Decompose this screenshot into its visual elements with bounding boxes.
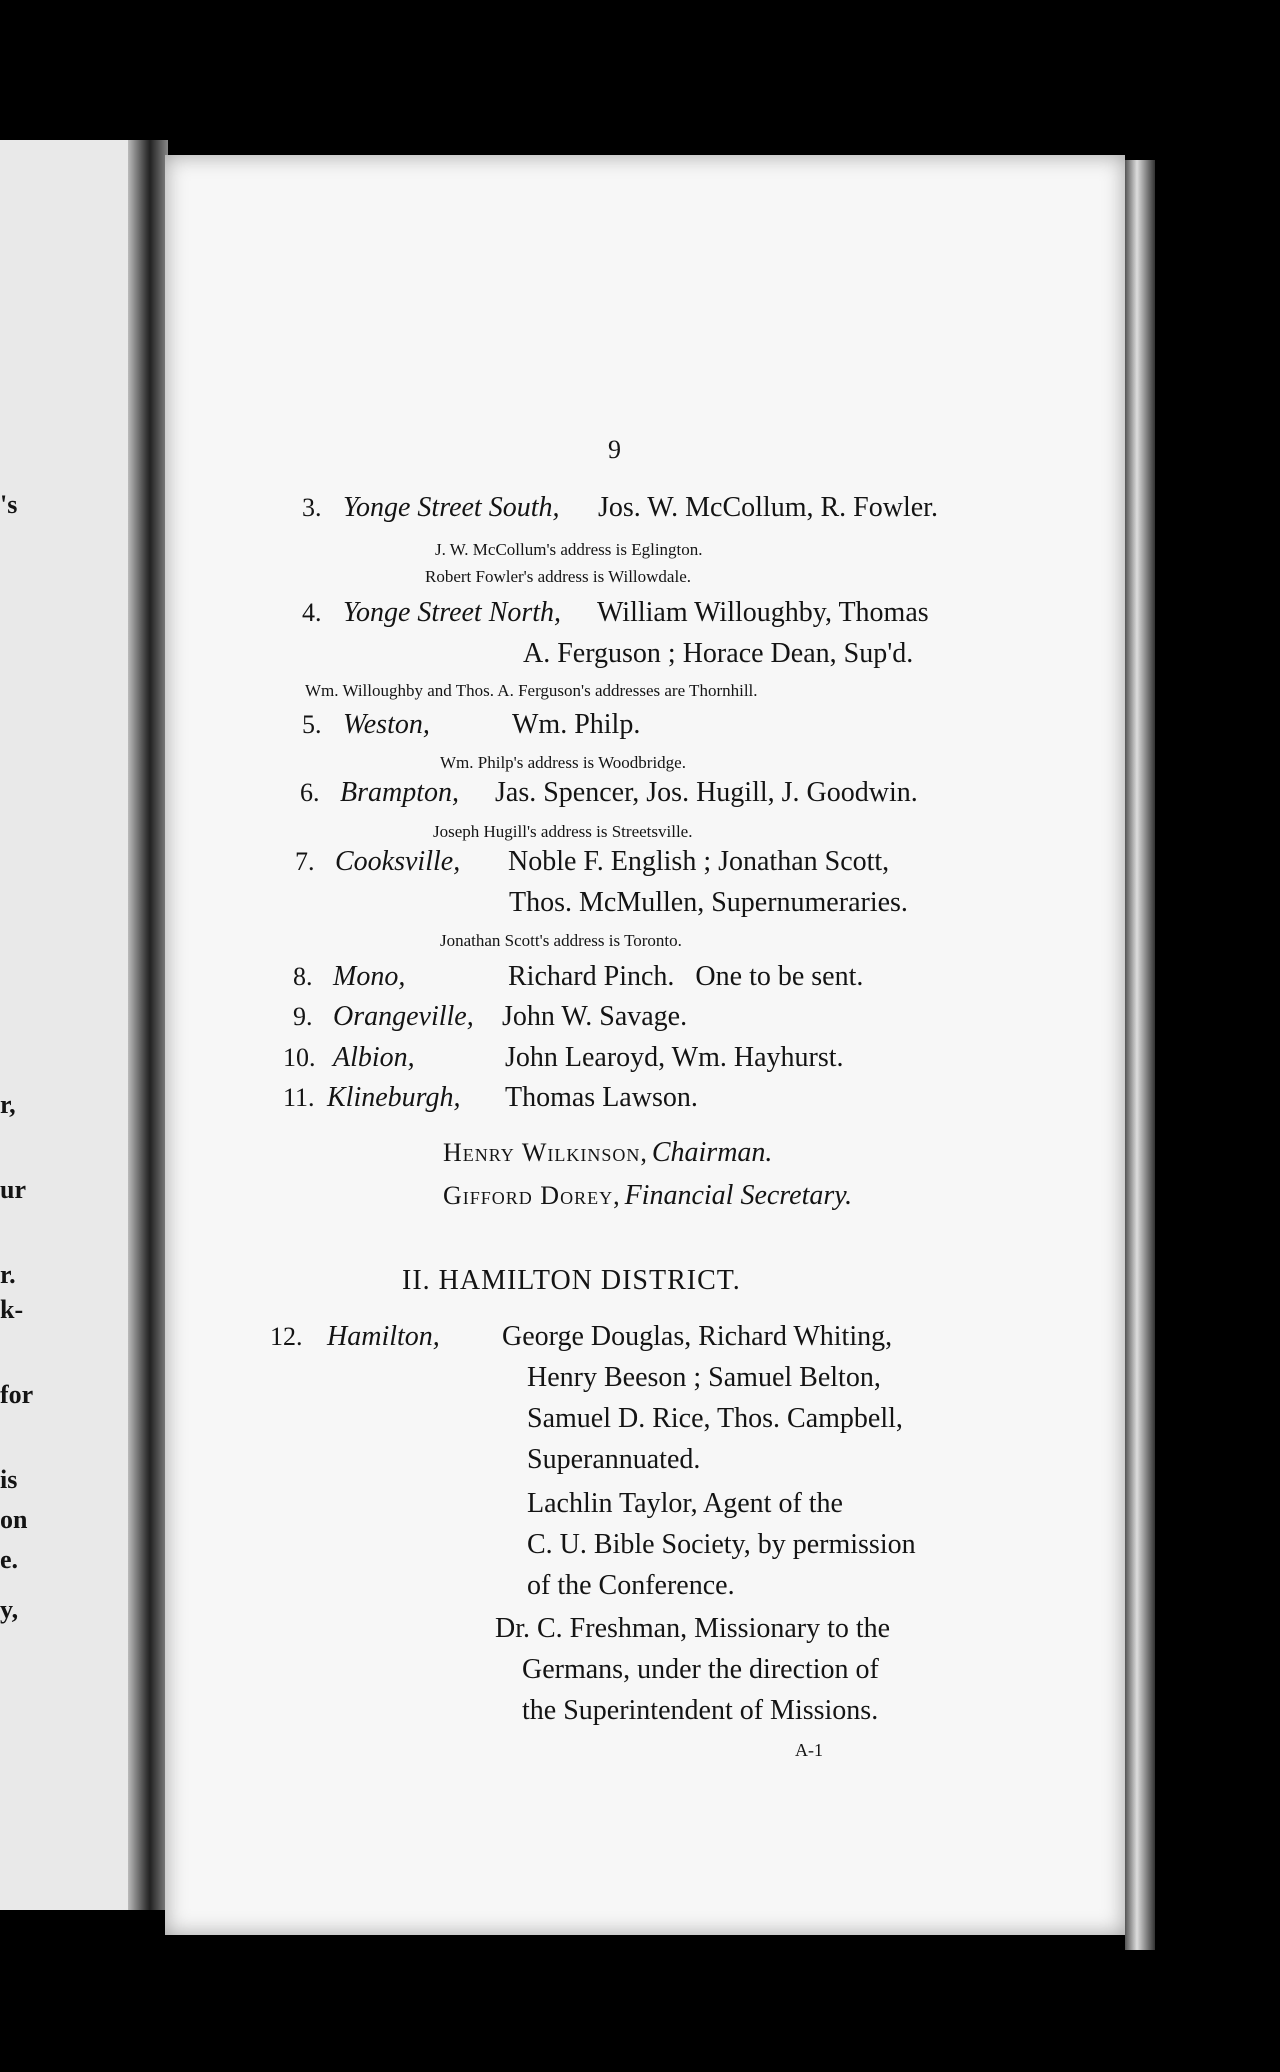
- margin-fragment: r.: [0, 1260, 16, 1289]
- officer-role: Financial Secretary.: [624, 1180, 853, 1211]
- entry-number: 7.: [295, 847, 315, 876]
- preachers-continued: Lachlin Taylor, Agent of the: [527, 1488, 843, 1519]
- page-number: 9: [608, 435, 621, 464]
- entry-number: 5.: [302, 710, 322, 739]
- margin-fragment: ur: [0, 1175, 26, 1204]
- circuit-name: Albion,: [333, 1042, 415, 1073]
- circuit-name: Yonge Street South,: [343, 492, 560, 523]
- facing-page-margin-text: [0, 140, 40, 1910]
- margin-fragment: k-: [0, 1295, 24, 1324]
- circuit-name: Brampton,: [340, 777, 459, 808]
- preachers-continued: Dr. C. Freshman, Missionary to the: [495, 1613, 891, 1644]
- entry-number: 6.: [300, 778, 320, 807]
- entry-number: 9.: [293, 1002, 313, 1031]
- entry-number: 10.: [283, 1043, 316, 1072]
- preachers: Noble F. English ; Jonathan Scott,: [508, 846, 890, 877]
- margin-fragment: r,: [0, 1090, 16, 1119]
- document-page: [165, 155, 1125, 1935]
- margin-fragment: for: [0, 1380, 34, 1409]
- preachers: Jos. W. McCollum, R. Fowler.: [598, 492, 938, 523]
- secretary-line: [443, 1180, 852, 1212]
- preachers: John Learoyd, Wm. Hayhurst.: [505, 1042, 844, 1073]
- preachers: Wm. Philp.: [512, 709, 641, 740]
- page-edge: [1125, 160, 1155, 1950]
- preachers-continued: of the Conference.: [527, 1570, 735, 1601]
- margin-fragment: 's: [0, 490, 18, 519]
- circuit-name: Orangeville,: [333, 1001, 474, 1032]
- preachers-continued: Samuel D. Rice, Thos. Campbell,: [527, 1403, 903, 1434]
- preachers-continued: the Superintendent of Missions.: [522, 1695, 879, 1726]
- chairman-line: [443, 1137, 772, 1169]
- entry-number: 11.: [283, 1083, 315, 1112]
- address-note: Wm. Willoughby and Thos. A. Ferguson's addresses are Thornhill.: [305, 681, 758, 700]
- margin-fragment: is: [0, 1465, 18, 1494]
- circuit-name: Hamilton,: [327, 1321, 440, 1352]
- entry-number: 12.: [270, 1322, 303, 1351]
- circuit-name: Weston,: [343, 709, 430, 740]
- preachers: George Douglas, Richard Whiting,: [502, 1321, 893, 1352]
- book-gutter: [128, 140, 168, 1910]
- officer-name: Gifford Dorey,: [443, 1181, 621, 1210]
- preachers-continued: Henry Beeson ; Samuel Belton,: [527, 1362, 881, 1393]
- preachers: Richard Pinch. One to be sent.: [508, 961, 864, 992]
- address-note: Joseph Hugill's address is Streetsville.: [433, 822, 693, 841]
- preachers: William Willoughby, Thomas: [597, 597, 929, 628]
- address-note: Jonathan Scott's address is Toronto.: [440, 931, 682, 950]
- entry-number: 4.: [302, 598, 322, 627]
- district-heading: II. HAMILTON DISTRICT.: [402, 1265, 741, 1296]
- preachers-continued: Germans, under the direction of: [522, 1654, 879, 1685]
- officer-name: Henry Wilkinson,: [443, 1138, 648, 1167]
- preachers: Thomas Lawson.: [505, 1082, 698, 1113]
- circuit-name: Mono,: [333, 961, 406, 992]
- entry-number: 8.: [293, 962, 313, 991]
- preachers: John W. Savage.: [502, 1001, 688, 1032]
- preachers-continued: Superannuated.: [527, 1444, 701, 1475]
- margin-fragment: on: [0, 1505, 28, 1534]
- preachers-continued: Thos. McMullen, Supernumeraries.: [509, 887, 908, 918]
- margin-fragment: y,: [0, 1595, 19, 1624]
- entry-number: 3.: [302, 493, 322, 522]
- preachers: Jas. Spencer, Jos. Hugill, J. Goodwin.: [495, 777, 918, 808]
- preachers-continued: C. U. Bible Society, by permission: [527, 1529, 916, 1560]
- printer-signature: A-1: [795, 1740, 823, 1760]
- circuit-name: Klineburgh,: [327, 1082, 461, 1113]
- address-note: Wm. Philp's address is Woodbridge.: [440, 753, 686, 772]
- circuit-name: Cooksville,: [335, 846, 461, 877]
- address-note: J. W. McCollum's address is Eglington.: [435, 540, 703, 559]
- margin-fragment: e.: [0, 1545, 19, 1574]
- circuit-name: Yonge Street North,: [343, 597, 562, 628]
- address-note: Robert Fowler's address is Willowdale.: [425, 567, 691, 586]
- preachers-continued: A. Ferguson ; Horace Dean, Sup'd.: [523, 638, 914, 669]
- officer-role: Chairman.: [651, 1137, 773, 1168]
